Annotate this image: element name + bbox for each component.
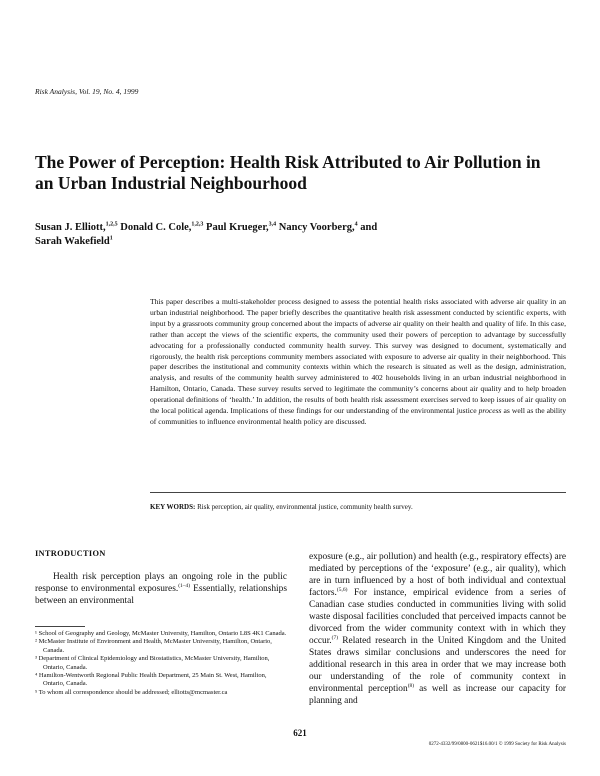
author-list: Susan J. Elliott,$^{1,2,5}$ Donald C. Cole,$^{1,2,3}$ Paul Krueger,$^{3,4}$ Nancy Voorberg,$^4$ and Sarah Wakefield$^1$ bbox=[35, 221, 378, 247]
footnote: ⁴ Hamilton-Wentworth Regional Public Health Department, 25 Main St. West, Hamilton, Ontario, Canada. bbox=[35, 672, 267, 688]
footnote: ³ Department of Clinical Epidemiology and Biostatistics, McMaster University, Hamilton, Ontario, Canada. bbox=[35, 655, 270, 671]
author-affiliation: 4 bbox=[354, 221, 358, 228]
author-affiliation: 3,4 bbox=[268, 221, 277, 228]
author-name: Paul Krueger, bbox=[206, 222, 269, 233]
footnote-divider bbox=[35, 626, 85, 627]
footnote: ⁵ To whom all correspondence should be addressed; elliotts@mcmaster.ca bbox=[35, 688, 228, 696]
body-column-left: Health risk perception plays an ongoing role in the public response to environmental exposures.$^{(1-4)}$ Essentially, relationships between an environmental bbox=[35, 572, 287, 607]
journal-info: Risk Analysis, Vol. 19, No. 4, 1999 bbox=[35, 87, 139, 96]
abstract-divider bbox=[150, 492, 566, 493]
author-name: Donald C. Cole, bbox=[120, 222, 192, 233]
keywords-label: KEY WORDS: bbox=[150, 503, 196, 511]
footnotes bbox=[35, 630, 289, 697]
keywords bbox=[150, 503, 566, 511]
body-column-right: exposure (e.g., air pollution) and health (e.g., respiratory effects) are mediated by perceptions of the ‘exposure’ (e.g., air quality), which are in turn influenced by a host of both individual and contextual factors.$^{(5,6)}$ For instance, empirical evidence from a series of Canadian case studies conducted in communities living with solid waste disposal facilities concluded that perceived impacts cannot be divorced from the wider community context with in which they occur.$^{(7)}$ Related research in the United Kingdom and the United States draws similar conclusions and underscores the need for additional research in this area in order that we may increase both our understanding of the role of community context in environmental perception$^{(8)}$ as well as increase our capacity for planning and bbox=[309, 552, 567, 706]
citation: (8) bbox=[407, 682, 415, 689]
citation: (5,6) bbox=[336, 586, 348, 593]
copyright-line: 0272-4332/99/0800-0621$16.00/1 © 1999 Society for Risk Analysis bbox=[428, 742, 566, 747]
page-number: 621 bbox=[293, 728, 307, 738]
author-affiliation: 1 bbox=[109, 235, 113, 242]
author-name: Sarah Wakefield bbox=[35, 236, 110, 247]
author-affiliation: 1,2,3 bbox=[191, 221, 204, 228]
citation: (7) bbox=[331, 634, 339, 641]
footnote: ¹ School of Geography and Geology, McMaster University, Hamilton, Ontario L8S 4K1 Canada. bbox=[35, 630, 287, 637]
footnote: ² McMaster Institute of Environment and Health, McMaster University, Hamilton, Ontario, Canada. bbox=[35, 638, 272, 654]
keywords-text: Risk perception, air quality, environmental justice, community health survey. bbox=[195, 503, 413, 511]
author-name: Nancy Voorberg, bbox=[278, 222, 355, 233]
paper-title: The Power of Perception: Health Risk Attributed to Air Pollution in an Urban Industrial Neighbourhood bbox=[35, 152, 541, 193]
author-name: Susan J. Elliott, bbox=[35, 222, 106, 233]
section-heading-introduction: INTRODUCTION bbox=[35, 549, 106, 558]
author-affiliation: 1,2,5 bbox=[105, 221, 118, 228]
abstract: This paper describes a multi-stakeholder process designed to assess the potential health risks associated with adverse air quality in an urban industrial neighborhood. The paper briefly describes the quantitative health risk assessment conducted by scientific experts, with input by a grassroots community group concerned about the impacts of adverse air quality on their health and quality of life. In this case, rather than accept the views of the scientific experts, the community used their powers of perception to advantage by successfully advocating for a professionally conducted community health survey. This survey was designed to document, systematically and rigorously, the health risk perceptions community members associated with exposure to adverse air quality in their neighborhood. This paper describes the institutional and community contexts within which the research is situated as well as the design, administration, analysis, and results of the community health survey administered to 402 households living in an urban industrial neighborhood in Hamilton, Ontario, Canada. These survey results served to legitimate the community’s concerns about air quality and to help broaden operational definitions of ‘health.’ In addition, the results of both health risk assessment exercises served to keep issues of air quality on the local political agenda. Implications of these findings for our understanding of the environmental justice process as well as the ability of communities to influence environmental health policy are discussed. bbox=[150, 297, 566, 426]
citation: (1–4) bbox=[178, 583, 191, 590]
